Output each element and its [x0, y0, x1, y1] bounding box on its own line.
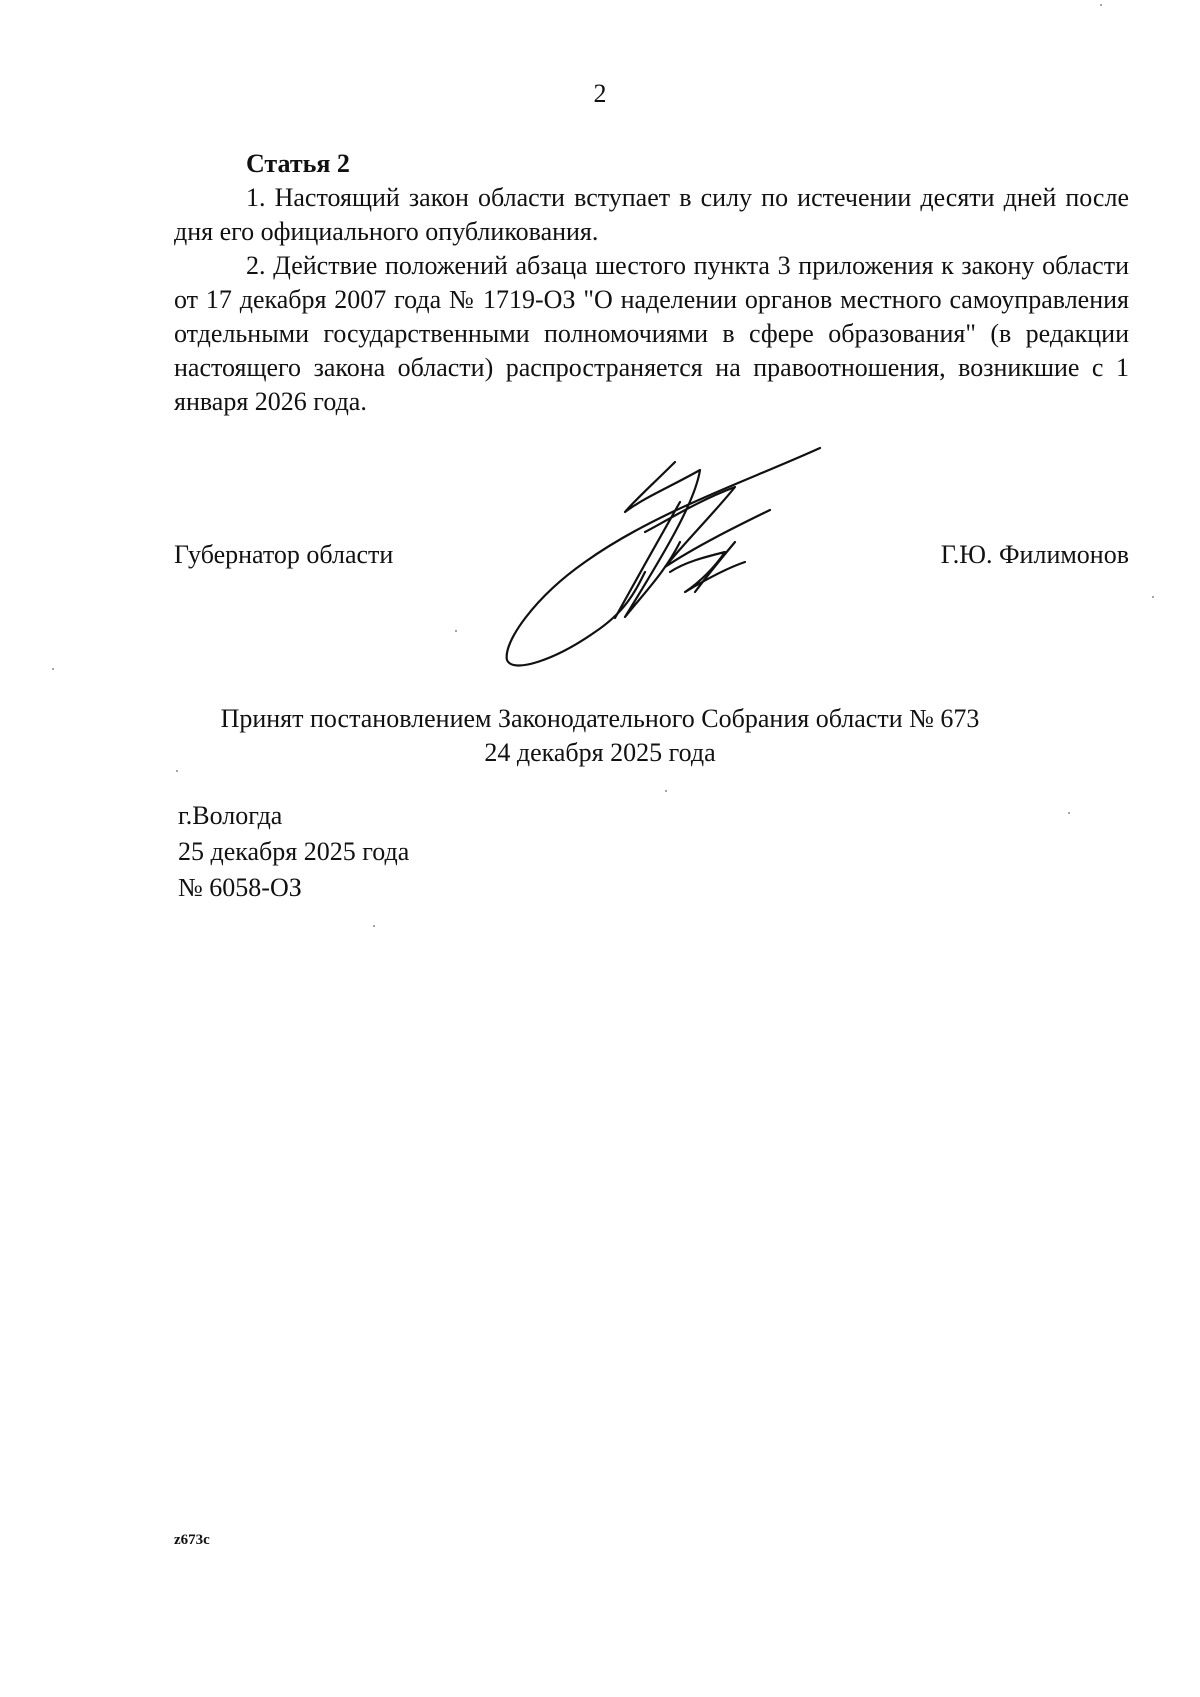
adoption-line-1: Принят постановлением Законодательного Собрания области № 673 — [220, 704, 980, 733]
signer-name: Г.Ю. Филимонов — [940, 540, 1129, 569]
article-paragraph-1: 1. Настоящий закон области вступает в силу по истечении десяти дней после дня его официального опубликования. — [174, 183, 1129, 246]
scan-speck — [665, 790, 667, 792]
scan-speck — [176, 770, 178, 772]
adoption-note — [0, 702, 1200, 770]
article-paragraph-2: 2. Действие положений абзаца шестого пункта 3 приложения к закону области от 17 декабря 2007 года № 1719-ОЗ "О наделении органов местного самоуправления отдельными государственными полномочиями в сфере образования" (в редакции настоящего закона области) распространяется на правоотношения, возникшие с 1 января 2026 года. — [174, 251, 1129, 416]
article-heading: Статья 2 — [246, 149, 350, 178]
law-number: № 6058-ОЗ — [178, 873, 302, 902]
signer-title: Губернатор области — [174, 540, 394, 569]
handwritten-signature-icon — [495, 442, 835, 672]
scan-speck — [455, 630, 457, 632]
scan-speck — [52, 668, 54, 670]
document-code: z673c — [174, 1532, 210, 1548]
scan-speck — [1068, 812, 1070, 814]
place-date-block — [178, 798, 409, 906]
scan-speck — [1100, 4, 1102, 6]
page-number: 2 — [593, 79, 607, 108]
adoption-line-2: 24 декабря 2025 года — [484, 738, 716, 767]
city: г.Вологда — [178, 801, 283, 830]
article-body — [174, 147, 1129, 419]
scan-speck — [1152, 596, 1154, 598]
signing-date: 25 декабря 2025 года — [178, 837, 410, 866]
scan-speck — [373, 925, 375, 927]
